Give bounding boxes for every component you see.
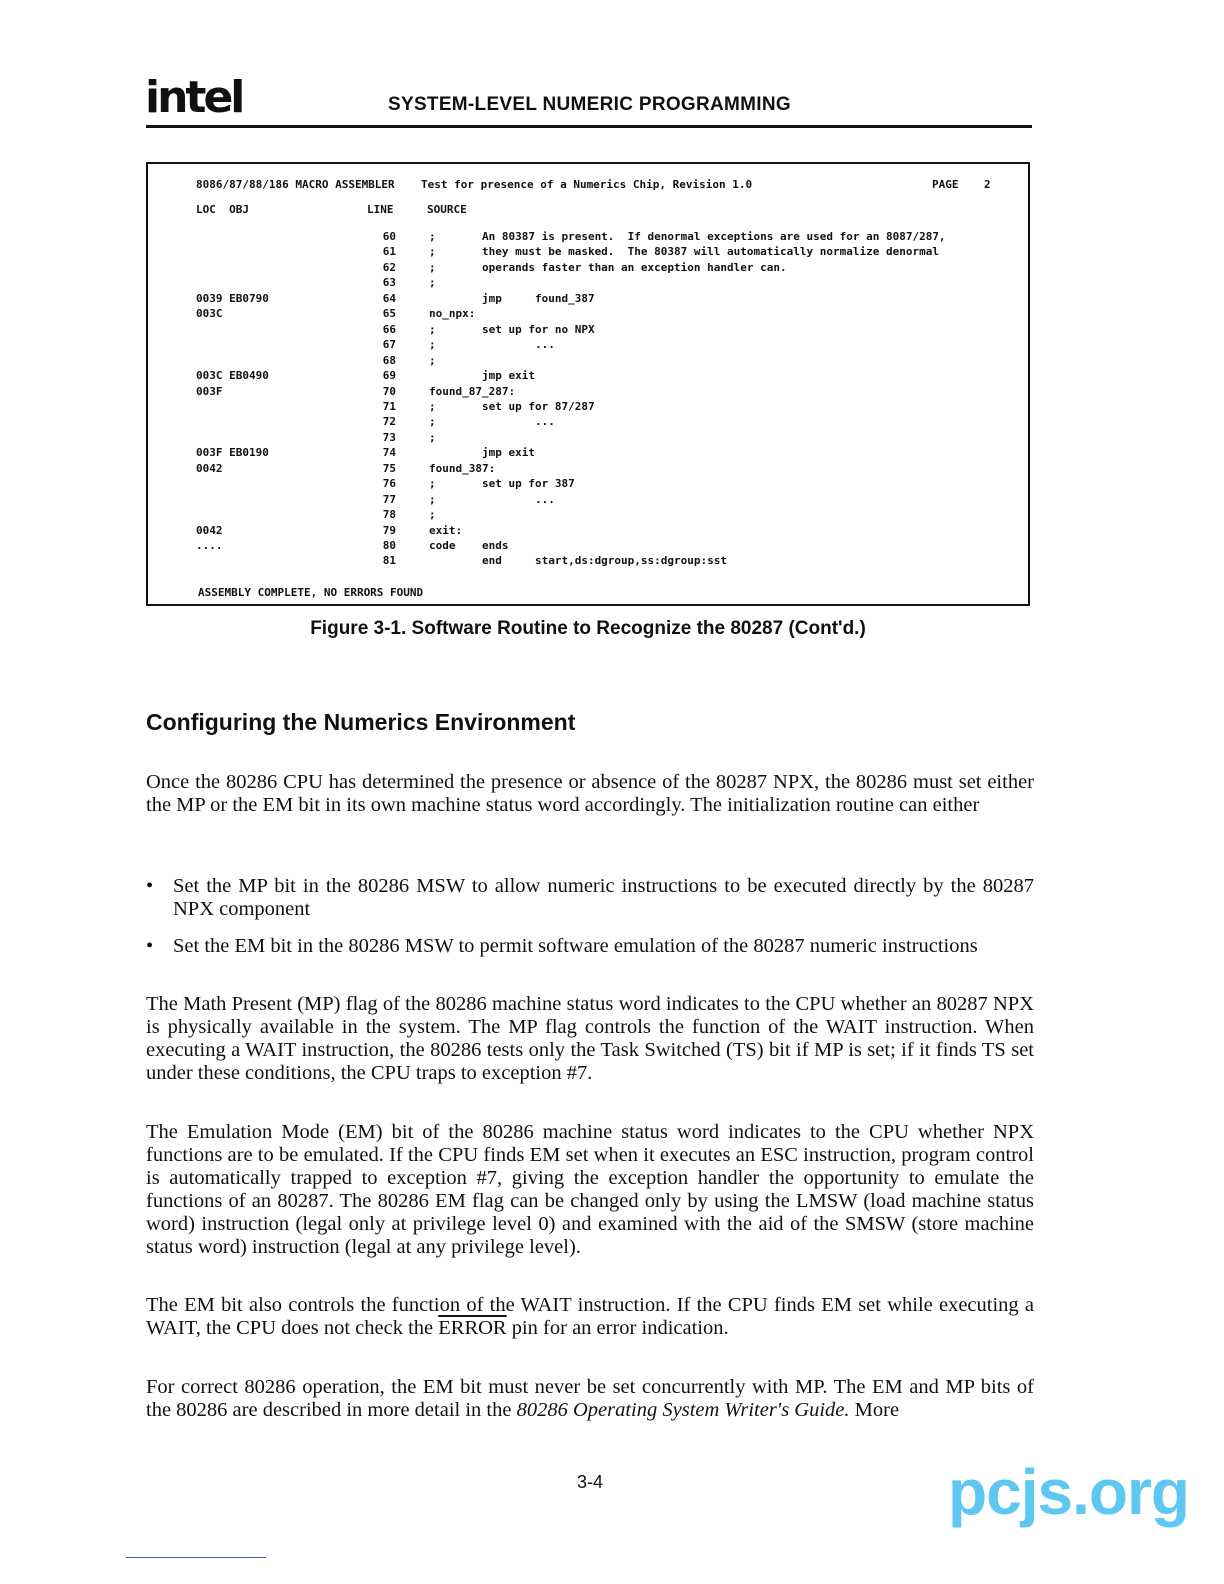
listing-loc-obj: 003F EB0190 xyxy=(196,446,269,460)
listing-col-source: SOURCE xyxy=(427,203,467,216)
listing-source: ; set up for 387 xyxy=(429,477,575,491)
listing-line-number: 67 xyxy=(382,338,396,352)
listing-row xyxy=(148,276,1028,292)
listing-line-number: 79 xyxy=(382,523,396,537)
pcjs-watermark: pcjs.org xyxy=(948,1456,1189,1528)
listing-source: ; set up for no NPX xyxy=(429,322,595,336)
listing-row xyxy=(148,338,1028,354)
listing-line-number: 64 xyxy=(382,291,396,305)
listing-source: ; operands faster than an exception handler can. xyxy=(429,260,787,274)
header-rule xyxy=(146,125,1032,128)
listing-loc-obj: .... xyxy=(196,539,223,552)
listing-row xyxy=(148,245,1028,261)
bullet-item: • Set the EM bit in the 80286 MSW to permit software emulation of the 80287 numeric instructions xyxy=(146,935,1034,958)
listing-source: end start,ds:dgroup,ss:dgroup:sst xyxy=(429,554,728,568)
listing-col-line: LINE xyxy=(367,203,394,216)
book-title: 80286 Operating System Writer's Guide. xyxy=(516,1399,850,1421)
listing-source: exit: xyxy=(429,523,463,537)
listing-line-number: 66 xyxy=(382,322,396,336)
listing-row xyxy=(148,431,1028,447)
listing-source: ; xyxy=(429,430,436,444)
paragraph-correct-operation-text: For correct 80286 operation, the EM bit must never be set concurrently with MP. The EM and MP bits of the 80286 are described in more detail in the xyxy=(146,1376,1034,1421)
listing-row xyxy=(148,385,1028,401)
page-number: 3-4 xyxy=(576,1472,603,1492)
listing-row xyxy=(148,524,1028,540)
paragraph-em-wait xyxy=(146,1294,1034,1340)
listing-row xyxy=(148,369,1028,385)
listing-row xyxy=(148,292,1028,308)
listing-row xyxy=(148,261,1028,277)
listing-line-number: 63 xyxy=(382,276,396,290)
listing-row xyxy=(148,354,1028,370)
listing-loc-obj: 003C xyxy=(196,307,223,321)
listing-line-number: 70 xyxy=(382,384,396,398)
listing-page-label: PAGE xyxy=(932,178,959,191)
listing-row xyxy=(148,554,1028,570)
listing-row xyxy=(148,415,1028,431)
listing-row xyxy=(148,230,1028,246)
assembler-listing xyxy=(146,162,1030,606)
listing-source: found_387: xyxy=(429,461,496,475)
listing-source: jmp exit xyxy=(429,446,535,460)
listing-row xyxy=(148,477,1028,493)
listing-loc-obj: 003C EB0490 xyxy=(196,369,269,383)
footer-rule xyxy=(126,1557,266,1558)
listing-source: jmp exit xyxy=(429,369,535,383)
listing-row xyxy=(148,493,1028,509)
listing-source: ; ... xyxy=(429,492,555,506)
listing-source: ; ... xyxy=(429,338,555,352)
listing-line-number: 72 xyxy=(382,415,396,429)
listing-line-number: 61 xyxy=(382,245,396,259)
listing-source: ; xyxy=(429,353,436,367)
listing-row xyxy=(148,446,1028,462)
paragraph-em-wait-text: The EM bit also controls the function of the WAIT instruction. If the CPU finds EM set while executing a WAIT, the CPU does not check the xyxy=(146,1294,1034,1339)
listing-line-number: 81 xyxy=(382,554,396,568)
listing-test-title: Test for presence of a Numerics Chip, Revision 1.0 xyxy=(421,178,753,191)
paragraph-correct-operation xyxy=(146,1376,1034,1422)
listing-row xyxy=(148,307,1028,323)
listing-source: jmp found_387 xyxy=(429,291,595,305)
listing-row xyxy=(148,400,1028,416)
listing-line-number: 78 xyxy=(382,508,396,522)
listing-row xyxy=(148,323,1028,339)
listing-line-number: 74 xyxy=(382,446,396,460)
listing-source: ; xyxy=(429,276,436,290)
listing-line-number: 71 xyxy=(382,399,396,413)
listing-line-number: 76 xyxy=(382,477,396,491)
listing-page-value: 2 xyxy=(984,178,991,191)
listing-loc-obj: 003F xyxy=(196,384,223,398)
error-pin-name: ERROR xyxy=(438,1317,507,1339)
listing-source: ; An 80387 is present. If denormal exceptions are used for an 8087/287, xyxy=(429,230,946,243)
intel-logo: intel xyxy=(145,72,243,123)
paragraph-correct-operation-end: More xyxy=(849,1399,900,1421)
paragraph-em-bit: The Emulation Mode (EM) bit of the 80286 machine status word indicates to the CPU whether NPX functions are to be emulated. If the CPU finds EM set when it executes an ESC instruction, program control is automatically trapped to exception #7, giving the exception handler the opportunity to emulate the functions of an 80287. The 80286 EM flag can be changed only by using the LMSW (load machine status word) instruction (legal only at privilege level 0) and examined with the aid of the SMSW (store machine status word) instruction (legal at any privilege level). xyxy=(146,1121,1034,1258)
listing-line-number: 62 xyxy=(382,260,396,274)
listing-source: code ends xyxy=(429,539,509,552)
listing-line-number: 77 xyxy=(382,492,396,506)
section-title: Configuring the Numerics Environment xyxy=(146,709,576,735)
listing-line-number: 69 xyxy=(382,369,396,383)
bullet-list xyxy=(146,875,1034,972)
listing-line-number: 65 xyxy=(382,307,396,321)
running-header-title: SYSTEM-LEVEL NUMERIC PROGRAMMING xyxy=(388,94,791,115)
listing-source: ; ... xyxy=(429,415,555,429)
listing-source: ; xyxy=(429,508,436,522)
listing-footer: ASSEMBLY COMPLETE, NO ERRORS FOUND xyxy=(198,586,424,599)
listing-source: ; they must be masked. The 80387 will automatically normalize denormal xyxy=(429,245,939,259)
listing-row xyxy=(148,539,1028,555)
listing-loc-obj: 0039 EB0790 xyxy=(196,291,269,305)
listing-row xyxy=(148,508,1028,524)
listing-source: no_npx: xyxy=(429,307,476,321)
listing-line-number: 73 xyxy=(382,430,396,444)
listing-source: ; set up for 87/287 xyxy=(429,399,595,413)
listing-source: found_87_287: xyxy=(429,384,516,398)
listing-loc-obj: 0042 xyxy=(196,461,223,475)
listing-line-number: 68 xyxy=(382,353,396,367)
bullet-item: • Set the MP bit in the 80286 MSW to allow numeric instructions to be executed directly by the 80287 NPX component xyxy=(146,875,1034,921)
paragraph-em-wait-end: pin for an error indication. xyxy=(506,1317,729,1339)
paragraph-intro: Once the 80286 CPU has determined the presence or absence of the 80287 NPX, the 80286 must set either the MP or the EM bit in its own machine status word accordingly. The initialization routine can either xyxy=(146,771,1034,816)
listing-line-number: 60 xyxy=(382,230,396,243)
paragraph-mp-flag: The Math Present (MP) flag of the 80286 machine status word indicates to the CPU whether an 80287 NPX is physically available in the system. The MP flag controls the function of the WAIT instruction. When executing a WAIT instruction, the 80286 tests only the Task Switched (TS) bit if MP is set; if it finds TS set under these conditions, the CPU traps to exception #7. xyxy=(146,993,1034,1084)
figure-caption: Figure 3-1. Software Routine to Recognize the 80287 (Cont'd.) xyxy=(310,618,866,639)
listing-line-number: 75 xyxy=(382,461,396,475)
listing-assembler: 8086/87/88/186 MACRO ASSEMBLER xyxy=(196,178,395,191)
listing-col-loc-obj: LOC OBJ xyxy=(196,203,249,216)
listing-line-number: 80 xyxy=(382,539,396,552)
listing-loc-obj: 0042 xyxy=(196,523,223,537)
listing-row xyxy=(148,462,1028,478)
